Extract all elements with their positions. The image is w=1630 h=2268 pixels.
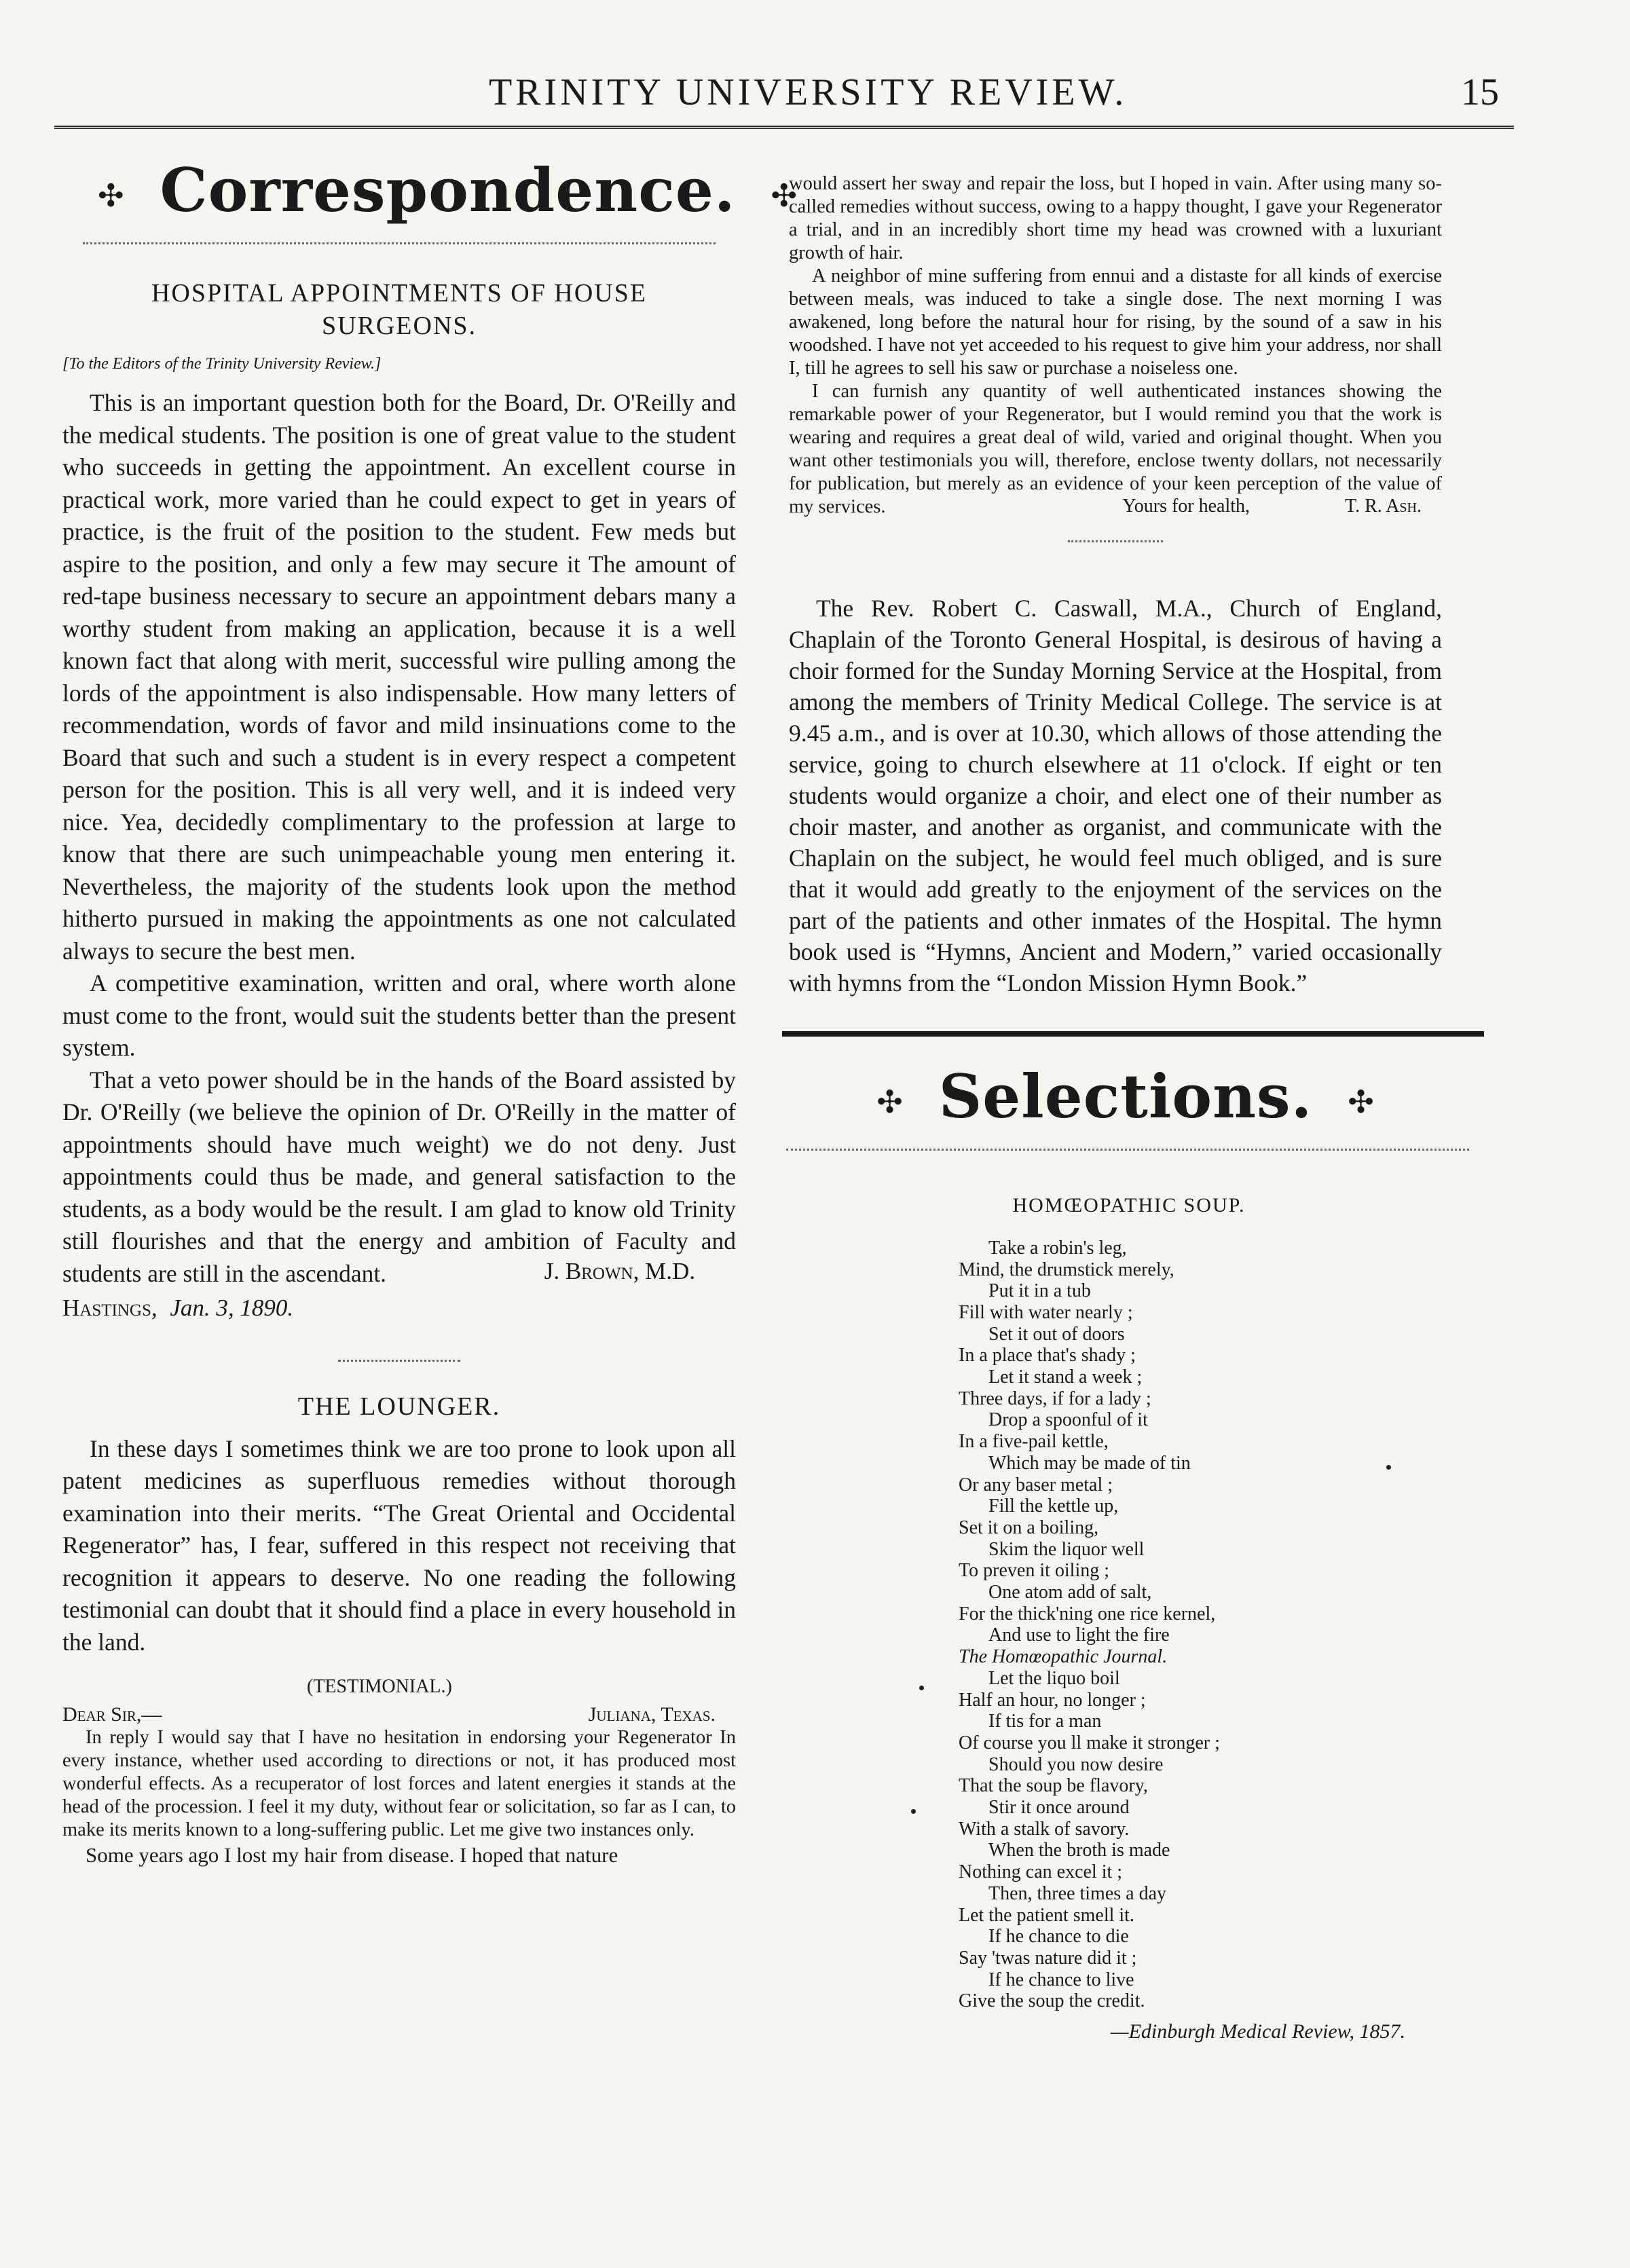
- poem-line: In a five-pail kettle,: [959, 1431, 1109, 1453]
- ink-speck: [911, 1809, 916, 1814]
- poem-source: —Edinburgh Medical Review, 1857.: [1110, 2020, 1405, 2043]
- article-paragraph: That a veto power should be in the hands of the Board assisted by Dr. O'Reilly (we believe the opinion of Dr. O'Reilly in the matter of appointments should have much weight) we do not deny. Just appointments could thus be made, and general satisfaction to the students, as a body would be the result. I am glad to know old Trinity still flourishes and that the energy and ambition of Faculty and students are still in the ascendant.: [62, 1066, 736, 1287]
- testimonial-continued-paragraph: A neighbor of mine suffering from ennui and a distaste for all kinds of exercise between meals, was induced to take a single dose. The next morning I was awakened, long before the natural hour for rising, by the sound of a saw in his woodshed. I have not yet acceeded to his request to give him your address, nor shall I, till he agrees to sell his saw or purchase a noiseless one.: [789, 265, 1442, 379]
- article-title-line: SURGEONS.: [321, 312, 477, 341]
- editor-note: [To the Editors of the Trinity University Review.]: [62, 355, 382, 373]
- dateline-place: Hastings,: [62, 1295, 158, 1322]
- poem-line: Nothing can excel it ;: [959, 1861, 1123, 1883]
- ink-speck: [919, 1686, 924, 1690]
- poem-line: The Homœopathic Journal.: [959, 1646, 1168, 1668]
- poem-line: Should you now desire: [988, 1753, 1164, 1775]
- lounger-paragraph: In these days I sometimes think we are too prone to look upon all patent medicines as superfluous remedies without thorough examination into their merits. “The Great Oriental and Occidental Regenerator” has, I fear, suffered in this respect not receiving that recognition it appears to deserve. No one reading the following testimonial can doubt that it should find a place in every household in the land.: [62, 1434, 736, 1656]
- testimonial-paragraph: Some years ago I lost my hair from disease. I hoped that nature: [86, 1843, 618, 1867]
- poem-line: Drop a spoonful of it: [988, 1409, 1148, 1431]
- poem-line: Say 'twas nature did it ;: [959, 1948, 1137, 1969]
- article-paragraph: A competitive examination, written and oral, where worth alone must come to the front, would suit the students better than the present system.: [62, 969, 736, 1062]
- poem-line: If he chance to die: [988, 1926, 1129, 1948]
- poem-line: To preven it oiling ;: [959, 1560, 1110, 1582]
- section-rule: [782, 1031, 1484, 1037]
- testimonial-place: Juliana, Texas.: [588, 1703, 716, 1726]
- poem-line: If tis for a man: [988, 1711, 1102, 1732]
- page-number: 15: [1461, 71, 1499, 113]
- running-head: [0, 71, 1630, 125]
- poem-line: Take a robin's leg,: [988, 1237, 1127, 1259]
- ornament-icon: ✣: [771, 176, 798, 214]
- testimonial-paragraph: In reply I would say that I have no hesitation in endorsing your Regenerator In every instance, whether used according to directions or not, it has produced most wonderful effects. As a recuperator of lost forces and latent energies it stands at the head of the procession. I feel it my duty, without fear or solicitation, so far as I can, to make its merits known to a long-suffering public. Let me give two instances only.: [62, 1727, 736, 1841]
- article-paragraph: This is an important question both for the Board, Dr. O'Reilly and the medical students. The position is one of great value to the student who succeeds in getting the appointment. An excellent course in practical work, more varied than he could expect to get in years of practice, is the fruit of the position to the student. Few meds but aspire to the position, and only a few may secure it The amount of red-tape business necessary to secure an appointment debars many a worthy student from making an application, because it is a well known fact that along with merit, successful wire pulling among the lords of the appointment is also indispensable. How many letters of recommendation, words of favor and mild insinuations come to the Board that such and such a student is in every respect a competent person for the position. This is all very well, and it is indeed very nice. Yea, decidedly complimentary to the profession at large to know that there are such unimpeachable young men entering it. Nevertheless, the majority of the students look upon the method hitherto pursued in making the appointments as one not calculated always to secure the best men.: [62, 389, 736, 965]
- notice-paragraph: The Rev. Robert C. Caswall, M.A., Church of England, Chaplain of the Toronto General Hospital, is desirous of having a choir formed for the Sunday Morning Service at the Hospital, from among the members of Trinity Medical College. The service is at 9.45 a.m., and is over at 10.30, which allows of those attending the service, going to church elsewhere at 11 o'clock. If eight or ten students would organize a choir, and elect one of their number as choir master, and another as organist, and communicate with the Chaplain on the subject, he would feel much obliged, and is sure that it would add greatly to the enjoyment of the services on the part of the patients and other inmates of the Hospital. The hymn book used is “Hymns, Ancient and Modern,” varied occasionally with hymns from the “London Mission Hymn Book.”: [789, 595, 1442, 997]
- testimonial-continued-paragraph: would assert her sway and repair the loss, but I hoped in vain. After using many so-called remedies without success, owing to a happy thought, I gave your Regenerator a trial, and in an incredibly short time my head was crowned with a luxuriant growth of hair.: [789, 173, 1442, 263]
- testimonial-label: (TESTIMONIAL.): [307, 1676, 452, 1698]
- selections-heading: [809, 1061, 1442, 1132]
- poem-line: For the thick'ning one rice kernel,: [959, 1603, 1216, 1624]
- poem-line: Set it out of doors: [988, 1323, 1125, 1345]
- poem-line: With a stalk of savory.: [959, 1818, 1130, 1840]
- poem-line: Fill with water nearly ;: [959, 1301, 1133, 1323]
- right-column: [789, 172, 1442, 2043]
- poem-line: Skim the liquor well: [988, 1538, 1145, 1560]
- poem-line: That the soup be flavory,: [959, 1775, 1148, 1797]
- poem-line: Let the liquo boil: [988, 1667, 1120, 1689]
- testimonial-continued-paragraph: I can furnish any quantity of well authenticated instances showing the remarkable power of your Regenerator, but I would remind you that the work is wearing and requires a great deal of wild, varied and original thought. When you want other testimonials you will, therefore, enclose twenty dollars, not necessarily for publication, but merely as an evidence of your keen perception of the value of my services.: [789, 381, 1442, 517]
- poem-line: Of course you ll make it stronger ;: [959, 1732, 1220, 1753]
- poem-line: Or any baser metal ;: [959, 1474, 1113, 1495]
- poem-title: HOMŒOPATHIC SOUP.: [1012, 1193, 1246, 1216]
- correspondence-heading: [62, 155, 798, 225]
- ornament-icon: ✣: [98, 176, 125, 214]
- poem-line: One atom add of salt,: [988, 1582, 1152, 1603]
- poem-line: Set it on a boiling,: [959, 1517, 1099, 1538]
- poem-line: Fill the kettle up,: [988, 1495, 1119, 1517]
- testimonial-salutation: Dear Sir,—: [62, 1703, 162, 1726]
- poem-line: Let it stand a week ;: [988, 1367, 1143, 1388]
- ornament-icon: ✣: [1348, 1083, 1375, 1120]
- poem-line: Then, three times a day: [988, 1882, 1167, 1904]
- poem-line: Let the patient smell it.: [959, 1904, 1134, 1926]
- poem-line: Put it in a tub: [988, 1280, 1091, 1302]
- dateline-date: Jan. 3, 1890.: [170, 1295, 294, 1322]
- article-title-line: HOSPITAL APPOINTMENTS OF HOUSE: [151, 278, 648, 308]
- poem-line: In a place that's shady ;: [959, 1345, 1136, 1367]
- article-title: [62, 277, 736, 343]
- section-divider: [786, 1149, 1469, 1151]
- selections-heading-text: Selections.: [938, 1061, 1313, 1132]
- ornament-icon: ✣: [876, 1083, 904, 1120]
- poem-line: Three days, if for a lady ;: [959, 1388, 1151, 1409]
- testimonial-signature: T. R. Ash.: [1345, 496, 1422, 517]
- left-column: [62, 155, 798, 1869]
- header-rule: [54, 126, 1514, 129]
- running-title: TRINITY UNIVERSITY REVIEW.: [489, 71, 1128, 113]
- testimonial-closing: Yours for health,: [1122, 496, 1251, 517]
- poem-line: Mind, the drumstick merely,: [959, 1259, 1174, 1280]
- article-signature: J. Brown, M.D.: [544, 1258, 695, 1285]
- poem-line: Give the soup the credit.: [959, 1990, 1145, 2012]
- poem: [959, 1238, 1442, 2012]
- testimonial-heading: [62, 1676, 736, 1703]
- poem-line: And use to light the fire: [988, 1624, 1170, 1646]
- poem-line: When the broth is made: [988, 1840, 1170, 1861]
- poem-line: Stir it once around: [988, 1797, 1130, 1819]
- poem-line: Half an hour, no longer ;: [959, 1689, 1146, 1711]
- poem-line: Which may be made of tin: [988, 1452, 1191, 1474]
- correspondence-heading-text: Correspondence.: [160, 155, 736, 225]
- poem-line: If he chance to live: [988, 1969, 1134, 1990]
- lounger-title: THE LOUNGER.: [297, 1392, 501, 1421]
- ink-speck: [1386, 1465, 1391, 1470]
